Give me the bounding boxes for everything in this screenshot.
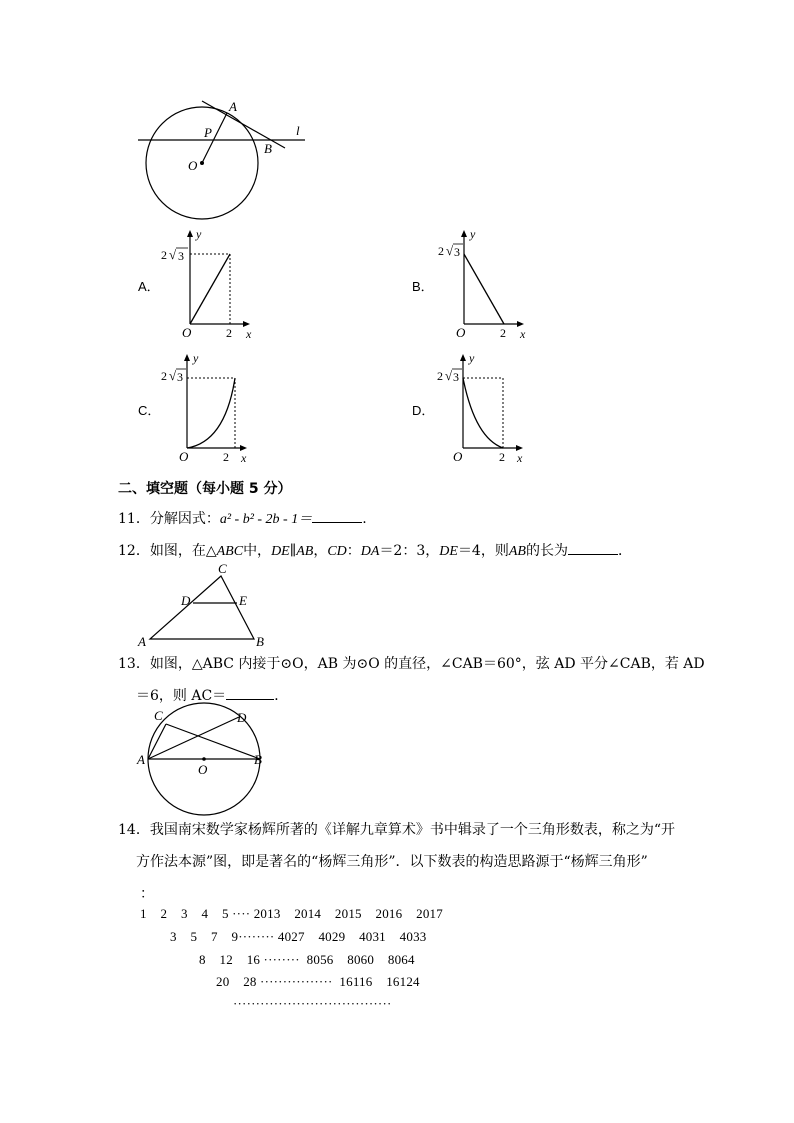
q12-text: ∥: [289, 543, 297, 559]
q12-text: 的长为: [525, 543, 568, 559]
center-dot: [200, 161, 204, 165]
label-o: O: [188, 158, 198, 173]
svg-text:B: B: [254, 752, 262, 767]
svg-text:y: y: [470, 227, 476, 241]
q12-text: ，: [313, 543, 328, 559]
svg-text:x: x: [517, 451, 523, 465]
q12-number: 12．: [118, 543, 150, 559]
svg-text:A: A: [137, 752, 145, 767]
q13-line2: ＝6，则 AC＝: [136, 688, 227, 704]
svg-text:C: C: [154, 708, 163, 723]
q12-text: 如图，在△: [149, 543, 217, 559]
table-row-2: 3 5 7 9········ 4027 4029 4031 4033: [170, 929, 427, 944]
section-title: 二、填空题（每小题 5 分）: [118, 481, 292, 497]
svg-text:2: 2: [499, 450, 505, 464]
svg-text:3: 3: [453, 370, 459, 384]
q14-line1: 我国南宋数学家杨辉所著的《详解九章算术》书中辑录了一个三角形数表，称之为“开: [149, 822, 675, 838]
svg-text:3: 3: [177, 370, 183, 384]
svg-text:2: 2: [161, 369, 167, 383]
option-c-graph[interactable]: [155, 352, 255, 464]
option-d-graph[interactable]: [431, 352, 531, 464]
svg-text:√: √: [169, 368, 177, 383]
svg-text:C: C: [218, 561, 227, 576]
svg-text:O: O: [453, 449, 463, 464]
q14-number: 14．: [118, 822, 150, 838]
svg-text:E: E: [239, 593, 247, 608]
q12-var: DA: [360, 544, 380, 559]
q13-number: 13．: [118, 656, 150, 672]
option-d-label[interactable]: D．: [412, 403, 435, 418]
svg-text:O: O: [198, 762, 208, 777]
svg-text:3: 3: [454, 245, 460, 259]
svg-text:D: D: [237, 710, 247, 725]
svg-text:2: 2: [500, 326, 506, 340]
q12-end: ．: [617, 543, 632, 559]
svg-text:2: 2: [438, 244, 444, 258]
question-13: [118, 654, 705, 674]
svg-text:2: 2: [226, 326, 232, 340]
label-l: l: [296, 123, 300, 138]
q11-expression: a² - b² - 2b - 1＝: [219, 512, 313, 527]
question-14-line2: 方作法本源”图，即是著名的“杨辉三角形”．以下数表的构造思路源于“杨辉三角形”: [136, 854, 648, 870]
svg-text:O: O: [182, 325, 192, 340]
question-12: [118, 540, 632, 562]
svg-text:D: D: [181, 593, 191, 608]
q12-text: ＝4，则: [457, 543, 509, 559]
option-b-label[interactable]: B．: [412, 279, 434, 294]
option-b-graph[interactable]: [432, 228, 532, 340]
graph-a-curve: [190, 254, 230, 324]
svg-text:2: 2: [437, 369, 443, 383]
label-a: A: [229, 99, 237, 114]
table-row-1: 1 2 3 4 5 ···· 2013 2014 2015 2016 2017: [140, 906, 443, 921]
tangent-line-ab: [202, 101, 285, 148]
svg-text:y: y: [193, 351, 199, 365]
q12-answer-blank[interactable]: [568, 540, 618, 555]
svg-text:√: √: [446, 243, 454, 258]
q12-var: CD: [327, 544, 347, 559]
svg-text:A: A: [138, 634, 146, 649]
label-b: B: [264, 141, 272, 156]
q12-var: DE: [439, 544, 458, 559]
q13-answer-blank[interactable]: [226, 685, 274, 700]
triangle-abc-figure: [132, 560, 272, 652]
q11-answer-blank[interactable]: [312, 508, 362, 523]
q12-var: ABC: [216, 544, 244, 559]
question-11: [118, 508, 367, 530]
graph-b-curve: [464, 254, 504, 324]
q13-end: ．: [274, 688, 289, 704]
svg-text:y: y: [469, 351, 475, 365]
q11-text: 分解因式：: [149, 511, 220, 527]
question-14: [118, 820, 675, 840]
svg-text:x: x: [246, 327, 252, 341]
graph-c-curve: [187, 378, 235, 448]
svg-text:x: x: [241, 451, 247, 465]
svg-text:O: O: [179, 449, 189, 464]
svg-text:√: √: [169, 247, 177, 262]
svg-text:x: x: [520, 327, 526, 341]
svg-text:O: O: [456, 325, 466, 340]
table-row-5: ···································: [233, 996, 392, 1011]
q12-text: 中，: [243, 543, 272, 559]
table-row-4: 20 28 ················ 16116 16124: [216, 974, 420, 989]
svg-text:√: √: [445, 368, 453, 383]
q11-end: .: [362, 511, 367, 527]
q12-text: ＝2：3，: [379, 543, 440, 559]
q11-number: 11．: [118, 511, 150, 527]
table-row-3: 8 12 16 ········ 8056 8060 8064: [199, 952, 415, 967]
option-c-label[interactable]: C．: [138, 403, 161, 418]
option-a-label[interactable]: A．: [138, 279, 160, 294]
q13-line1: 如图，△ABC 内接于⊙O，AB 为⊙O 的直径，∠CAB＝60°，弦 AD 平分∠CAB，若 AD: [149, 656, 705, 672]
circle-abcd-figure: [134, 702, 274, 820]
circle-tangent-figure: [130, 95, 320, 225]
svg-text:3: 3: [178, 249, 184, 263]
q12-var: AB: [296, 544, 314, 559]
svg-text:2: 2: [223, 450, 229, 464]
svg-text:B: B: [256, 634, 264, 649]
q12-text: ：: [346, 543, 361, 559]
question-14-line3: ：: [140, 886, 154, 902]
q12-var: AB: [508, 544, 526, 559]
svg-text:y: y: [196, 227, 202, 241]
option-a-graph[interactable]: [158, 228, 258, 340]
graph-d-curve: [463, 378, 503, 448]
q12-var: DE: [271, 544, 290, 559]
label-p: P: [204, 125, 212, 140]
svg-text:2: 2: [161, 248, 167, 262]
